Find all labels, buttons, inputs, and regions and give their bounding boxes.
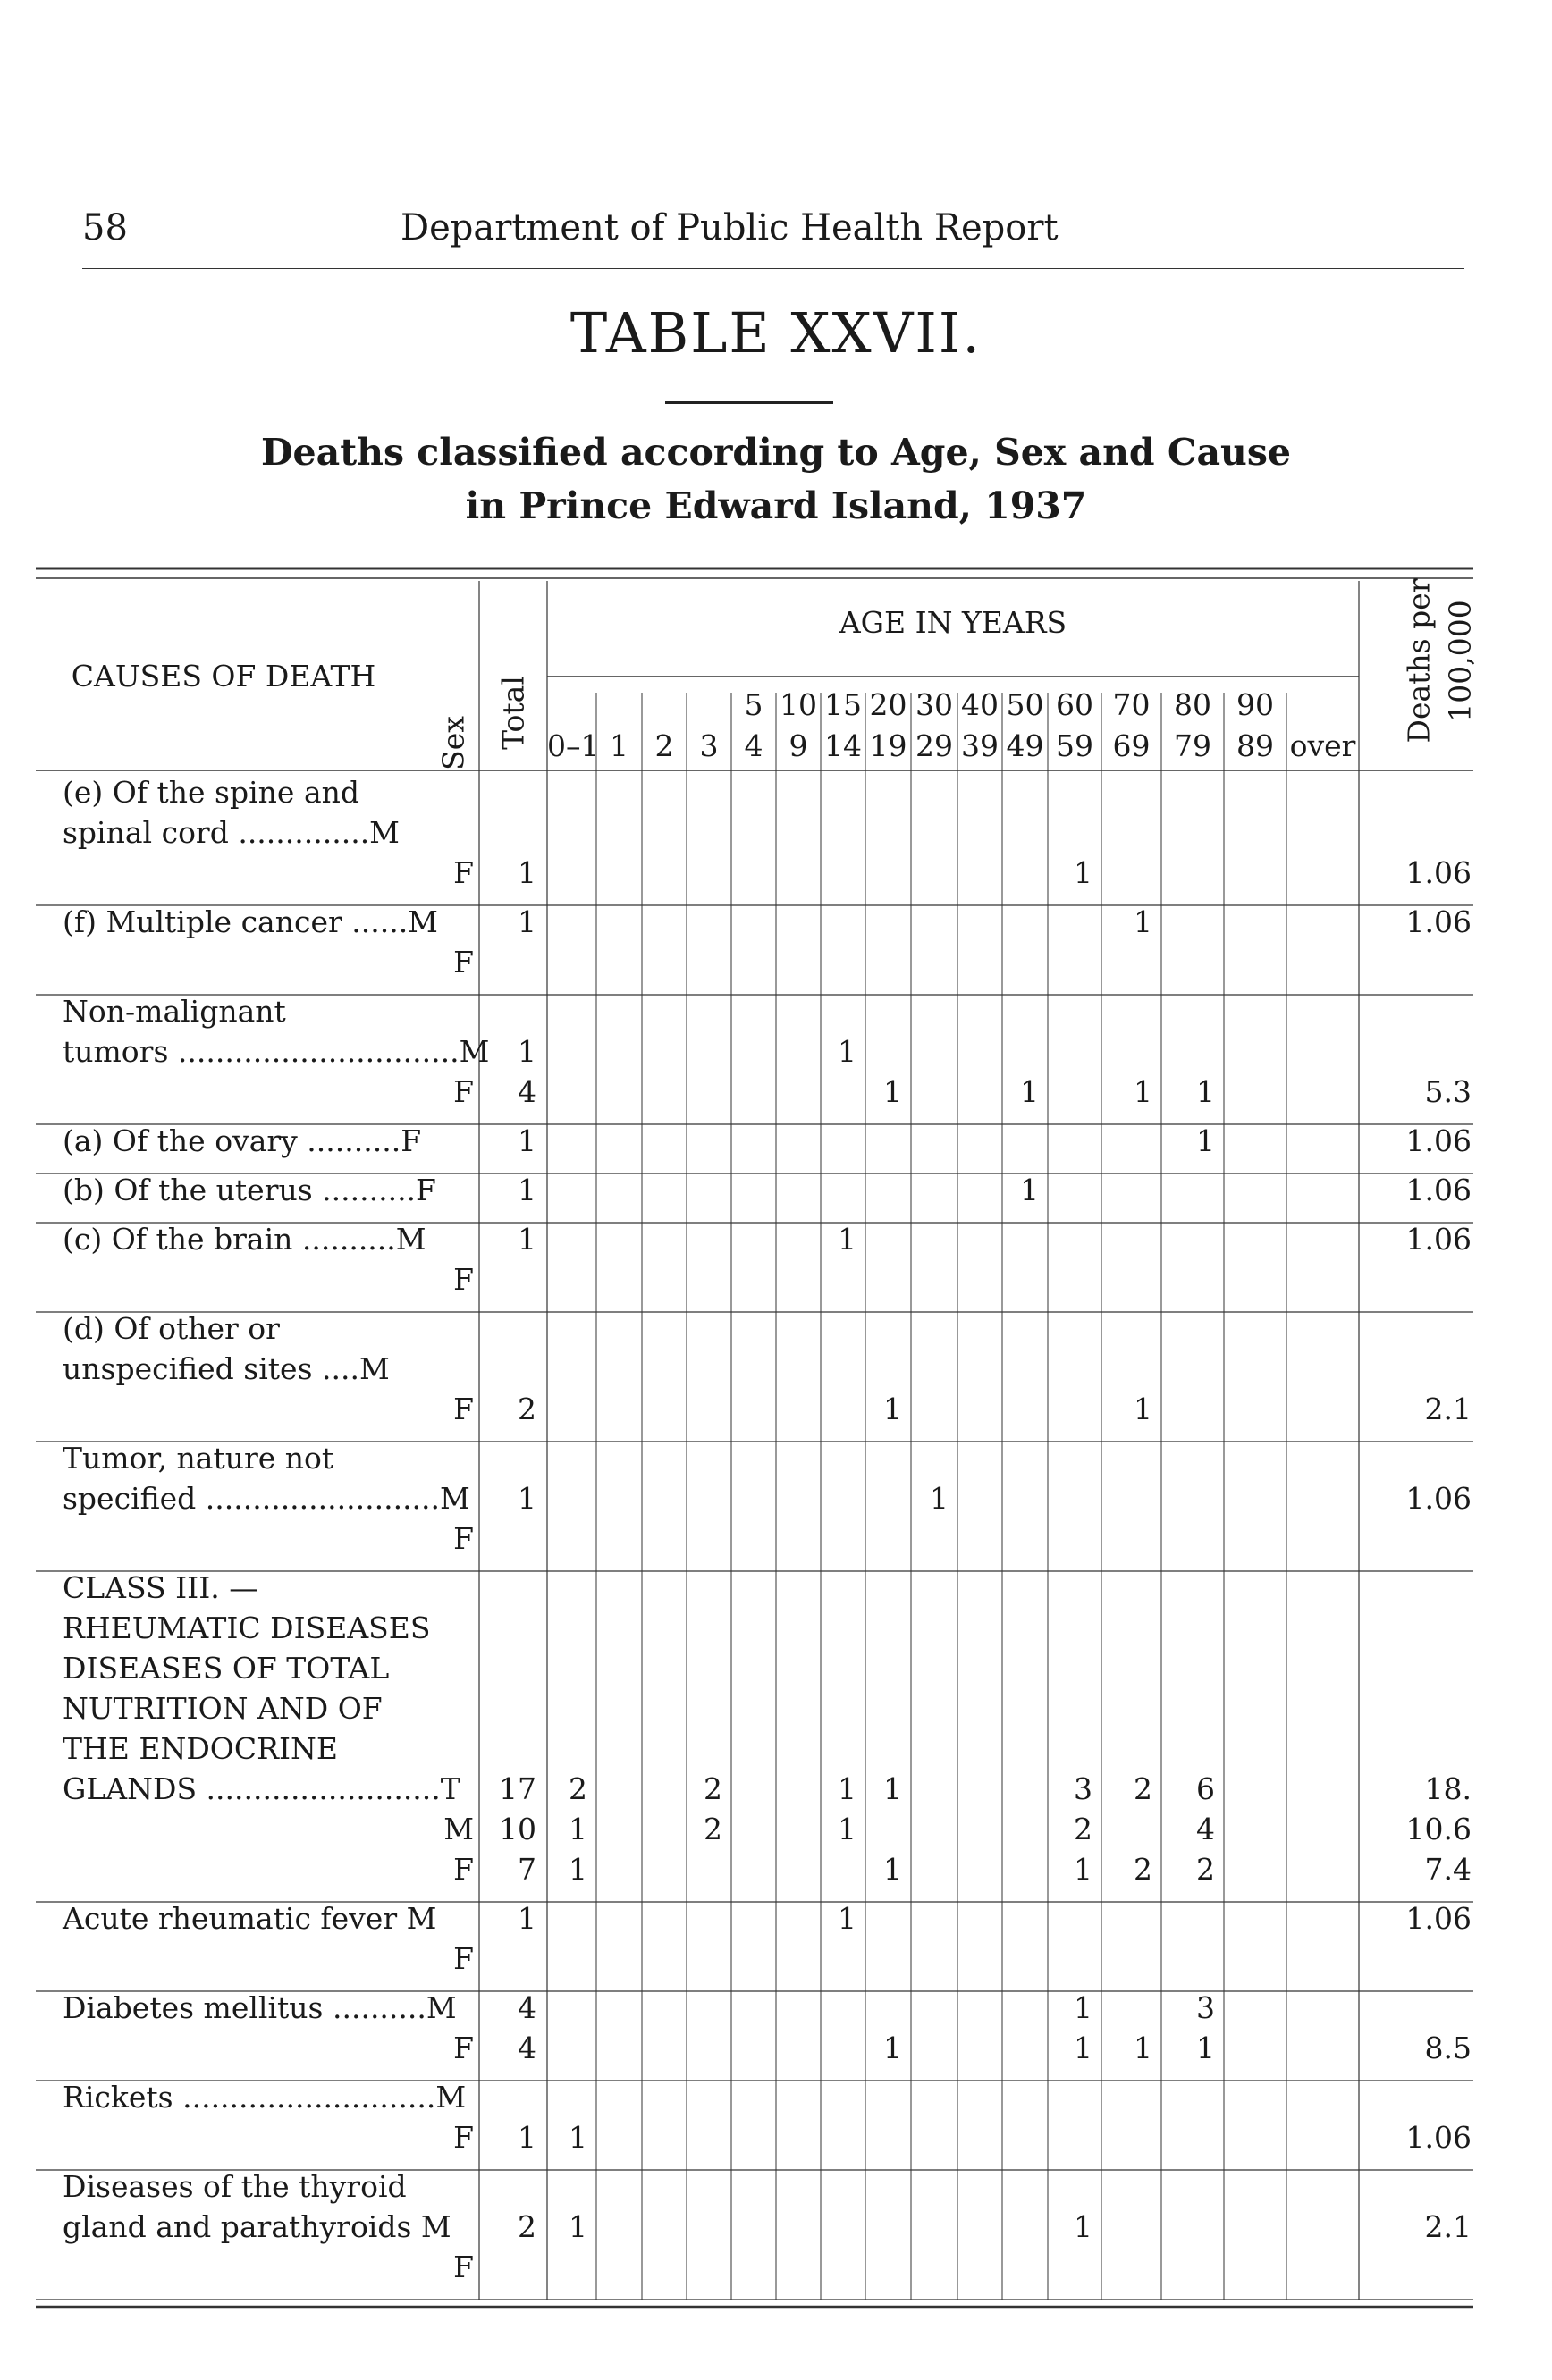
cause-label: CLASS III. — [63, 1570, 259, 1605]
age-range-end: 1 [610, 728, 628, 763]
sex-cell: F [453, 1262, 474, 1297]
age-range-end: 19 [869, 728, 907, 763]
rate-cell: 1.06 [1405, 1173, 1472, 1207]
cause-label: (d) Of other or [63, 1311, 280, 1346]
age-range-end: 69 [1112, 728, 1151, 763]
age-count-cell: 1 [1074, 2031, 1092, 2065]
age-count-cell: 1 [1134, 1392, 1152, 1426]
age-count-cell: 1 [838, 1901, 856, 1936]
age-count-cell: 1 [883, 1074, 902, 1109]
age-count-cell: 2 [1074, 1812, 1092, 1846]
total-cell: 7 [518, 1852, 536, 1887]
rate-cell: 1.06 [1405, 904, 1472, 939]
rate-cell: 2.1 [1424, 1392, 1472, 1426]
age-count-cell: 1 [838, 1771, 856, 1806]
sex-cell: F [453, 855, 474, 890]
table-subtitle-line2: in Prince Edward Island, 1937 [465, 484, 1087, 527]
age-range-end: 14 [824, 728, 862, 763]
age-count-cell: 1 [838, 1034, 856, 1069]
age-count-cell: 1 [1134, 904, 1152, 939]
total-cell: 2 [518, 2209, 536, 2244]
age-count-cell: 2 [1134, 1771, 1152, 1806]
age-range-end: 59 [1056, 728, 1093, 763]
age-count-cell: 1 [838, 1812, 856, 1846]
age-count-cell: 2 [1196, 1852, 1215, 1887]
sex-cell: M [443, 1812, 474, 1846]
cause-label: Diabetes mellitus ..........M [63, 1990, 457, 2025]
age-count-cell: 1 [1134, 2031, 1152, 2065]
rate-cell: 1.06 [1405, 1222, 1472, 1257]
deaths-per-header: Deaths per [1401, 578, 1437, 744]
total-cell: 1 [518, 904, 536, 939]
age-count-cell: 1 [1196, 2031, 1215, 2065]
age-count-cell: 1 [930, 1481, 949, 1516]
cause-label: (a) Of the ovary ..........F [63, 1123, 422, 1158]
age-range-start: 80 [1174, 687, 1211, 722]
age-range-start: 60 [1056, 687, 1093, 722]
age-count-cell: 2 [704, 1812, 722, 1846]
cause-label: NUTRITION AND OF [63, 1691, 383, 1726]
total-cell: 1 [518, 2120, 536, 2155]
cause-label: DISEASES OF TOTAL [63, 1651, 390, 1686]
causes-header: CAUSES OF DEATH [71, 659, 376, 694]
total-cell: 17 [499, 1771, 536, 1806]
total-cell: 4 [518, 1990, 536, 2025]
age-range-start: 30 [915, 687, 953, 722]
total-cell: 10 [499, 1812, 536, 1846]
sex-header: Sex [435, 716, 471, 770]
rate-cell: 7.4 [1424, 1852, 1472, 1887]
rate-cell: 1.06 [1405, 855, 1472, 890]
cause-label: (b) Of the uterus ..........F [63, 1173, 436, 1207]
rate-cell: 1.06 [1405, 1901, 1472, 1936]
age-count-cell: 1 [1020, 1074, 1039, 1109]
age-count-cell: 1 [1134, 1074, 1152, 1109]
age-count-cell: 1 [569, 2209, 587, 2244]
age-count-cell: 1 [883, 1771, 902, 1806]
cause-label: RHEUMATIC DISEASES [63, 1610, 431, 1645]
rate-cell: 5.3 [1424, 1074, 1472, 1109]
per-100000-header: 100,000 [1442, 600, 1478, 722]
rate-cell: 1.06 [1405, 1481, 1472, 1516]
table-title: TABLE XXVII. [569, 300, 983, 366]
age-range-start: 50 [1006, 687, 1044, 722]
total-header: Total [495, 676, 531, 750]
rate-cell: 2.1 [1424, 2209, 1472, 2244]
rate-cell: 18. [1424, 1771, 1472, 1806]
age-range-end: 49 [1006, 728, 1044, 763]
sex-cell: F [453, 1074, 474, 1109]
sex-cell: F [453, 1392, 474, 1426]
age-range-end: 29 [915, 728, 953, 763]
age-range-end: 3 [699, 728, 719, 763]
age-range-start: 5 [744, 687, 763, 722]
age-count-cell: 2 [569, 1771, 587, 1806]
sex-cell: F [453, 2250, 474, 2284]
total-cell: 1 [518, 855, 536, 890]
total-cell: 1 [518, 1173, 536, 1207]
cause-label: unspecified sites ....M [63, 1351, 390, 1386]
sex-cell: F [453, 1521, 474, 1556]
cause-label: Non-malignant [63, 994, 286, 1029]
age-count-cell: 1 [569, 1852, 587, 1887]
age-count-cell: 1 [1196, 1123, 1215, 1158]
age-range-end: 9 [789, 728, 808, 763]
age-range-end: 0–1 [547, 728, 600, 763]
age-count-cell: 1 [569, 2120, 587, 2155]
age-range-end: 39 [961, 728, 999, 763]
sex-cell: F [453, 2031, 474, 2065]
cause-label: Diseases of the thyroid [63, 2169, 407, 2204]
cause-label: gland and parathyroids M [63, 2209, 451, 2244]
age-range-end: over [1289, 728, 1356, 763]
sex-cell: F [453, 2120, 474, 2155]
table-subtitle-line1: Deaths classified according to Age, Sex and Cause [260, 431, 1291, 474]
total-cell: 2 [518, 1392, 536, 1426]
age-count-cell: 1 [1074, 2209, 1092, 2244]
total-cell: 1 [518, 1034, 536, 1069]
cause-label: specified .........................M [63, 1481, 470, 1516]
age-range-start: 70 [1112, 687, 1151, 722]
age-count-cell: 2 [1134, 1852, 1152, 1887]
age-count-cell: 1 [838, 1222, 856, 1257]
total-cell: 4 [518, 1074, 536, 1109]
total-cell: 1 [518, 1481, 536, 1516]
age-range-start: 10 [780, 687, 817, 722]
page-number: 58 [82, 207, 128, 248]
age-in-years-header: AGE IN YEARS [839, 605, 1067, 640]
total-cell: 1 [518, 1222, 536, 1257]
age-count-cell: 1 [1074, 1852, 1092, 1887]
sex-cell: F [453, 1852, 474, 1887]
rate-cell: 1.06 [1405, 2120, 1472, 2155]
age-count-cell: 3 [1074, 1771, 1092, 1806]
cause-label: (f) Multiple cancer ......M [63, 904, 438, 939]
sex-cell: F [453, 945, 474, 980]
total-cell: 1 [518, 1123, 536, 1158]
age-count-cell: 1 [1074, 1990, 1092, 2025]
cause-label: THE ENDOCRINE [63, 1731, 338, 1766]
cause-label: (c) Of the brain ..........M [63, 1222, 426, 1257]
age-range-start: 40 [961, 687, 999, 722]
cause-label: Tumor, nature not [63, 1441, 334, 1476]
age-range-start: 15 [824, 687, 862, 722]
age-range-start: 20 [869, 687, 907, 722]
age-count-cell: 1 [883, 1852, 902, 1887]
cause-label: (e) Of the spine and [63, 775, 359, 810]
rate-cell: 1.06 [1405, 1123, 1472, 1158]
age-range-end: 79 [1174, 728, 1211, 763]
age-range-start: 90 [1236, 687, 1274, 722]
total-cell: 1 [518, 1901, 536, 1936]
age-count-cell: 3 [1196, 1990, 1215, 2025]
sex-cell: F [453, 1941, 474, 1976]
cause-label: Acute rheumatic fever M [63, 1901, 437, 1936]
running-title: Department of Public Health Report [401, 207, 1059, 248]
rate-cell: 8.5 [1424, 2031, 1472, 2065]
age-count-cell: 2 [704, 1771, 722, 1806]
age-count-cell: 1 [1196, 1074, 1215, 1109]
age-count-cell: 1 [1074, 855, 1092, 890]
age-range-end: 4 [744, 728, 763, 763]
age-count-cell: 1 [883, 1392, 902, 1426]
cause-label: GLANDS .........................T [63, 1771, 460, 1806]
age-range-end: 2 [654, 728, 674, 763]
cause-label: tumors ..............................M [63, 1034, 490, 1069]
cause-label: Rickets ...........................M [63, 2080, 467, 2115]
cause-label: spinal cord ..............M [63, 815, 400, 850]
total-cell: 4 [518, 2031, 536, 2065]
rate-cell: 10.6 [1405, 1812, 1472, 1846]
age-count-cell: 4 [1196, 1812, 1215, 1846]
age-count-cell: 1 [883, 2031, 902, 2065]
age-count-cell: 6 [1196, 1771, 1215, 1806]
age-count-cell: 1 [569, 1812, 587, 1846]
age-count-cell: 1 [1020, 1173, 1039, 1207]
age-range-end: 89 [1236, 728, 1274, 763]
